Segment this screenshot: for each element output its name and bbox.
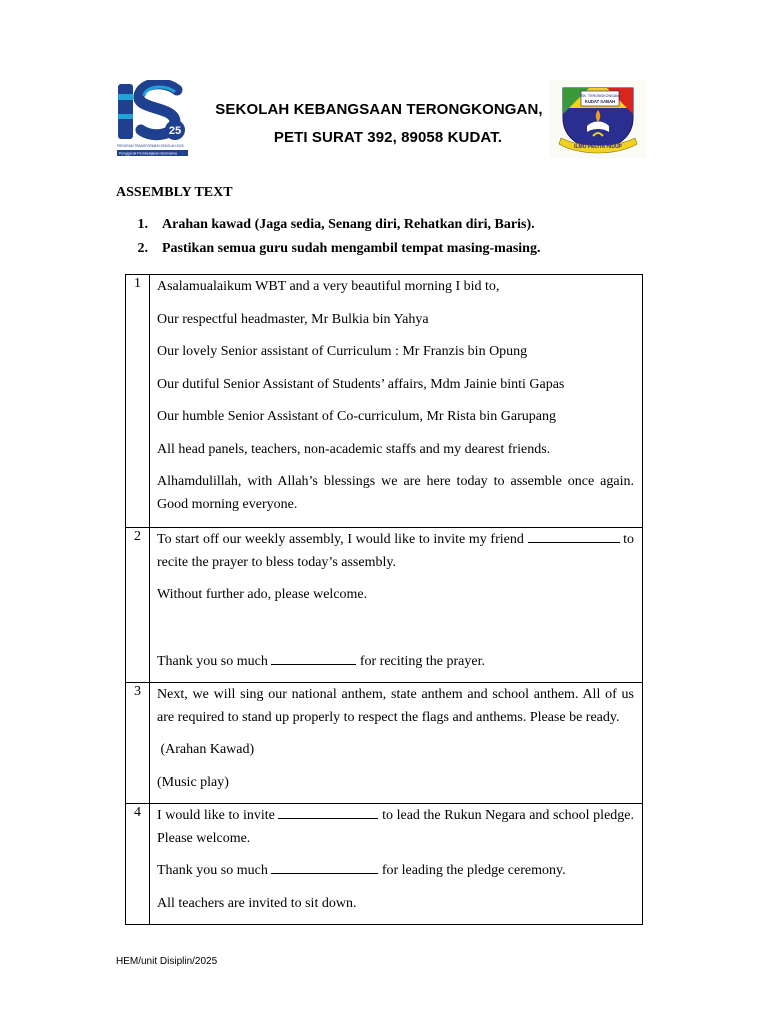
script-line: Our dutiful Senior Assistant of Students’ affairs, Mdm Jainie binti Gapas xyxy=(157,376,565,392)
row-content xyxy=(150,275,643,528)
script-line: To start off our weekly assembly, I would like to invite my friend to recite the prayer to bless today’s assembly. xyxy=(157,532,635,570)
crest-text-1: SK. TERONGKONGAN xyxy=(581,94,619,98)
script-line: (Arahan Kawad) xyxy=(157,742,255,757)
crest-motto: ILMU PELITA HIDUP xyxy=(574,144,622,150)
assembly-script-table xyxy=(125,274,643,925)
row-content xyxy=(150,528,643,683)
script-line: I would like to invite to lead the Rukun Negara and school pledge. Please welcome. xyxy=(157,808,634,846)
logo-caption-2: Penggerak Pembelajaran Bermakna xyxy=(119,151,177,156)
instruction-list xyxy=(116,216,540,264)
script-line: Thank you so much for leading the pledge ceremony. xyxy=(157,863,566,878)
script-line: Next, we will sing our national anthem, state anthem and school anthem. All of us are required to stand up properly to respect the flags and anthems. Please be ready. xyxy=(157,687,634,725)
script-line: Our respectful headmaster, Mr Bulkia bin Yahya xyxy=(157,311,429,327)
row-number: 2 xyxy=(126,528,150,683)
row-content xyxy=(150,804,643,925)
table-row xyxy=(126,804,643,925)
row-number: 1 xyxy=(126,275,150,528)
list-number: 1. xyxy=(137,217,148,232)
table-row xyxy=(126,683,643,804)
logo-caption-1: PROGRAM TRANSFORMASI SEKOLAH 2025 xyxy=(117,144,184,148)
school-name: SEKOLAH KEBANGSAAN TERONGKONGAN, xyxy=(215,101,543,118)
blank-line xyxy=(528,530,620,543)
script-line: Without further ado, please welcome. xyxy=(157,587,368,602)
script-line: Thank you so much for reciting the prayer. xyxy=(157,653,485,669)
transformasi-sekolah-logo xyxy=(115,80,190,158)
script-line: (Music play) xyxy=(157,774,229,790)
row-content xyxy=(150,683,643,804)
row-number: 3 xyxy=(126,683,150,804)
table-row xyxy=(126,528,643,683)
blank-line xyxy=(278,806,378,819)
blank-line xyxy=(271,652,356,665)
script-line: Asalamualaikum WBT and a very beautiful morning I bid to, xyxy=(157,279,500,294)
list-item xyxy=(116,216,540,240)
page-footer: HEM/unit Disiplin/2025 xyxy=(116,956,218,967)
script-line: Our humble Senior Assistant of Co-curriculum, Mr Rista bin Garupang xyxy=(157,409,556,424)
list-item xyxy=(116,240,540,264)
script-line: All head panels, teachers, non-academic staffs and my dearest friends. xyxy=(157,441,551,457)
script-line: Our lovely Senior assistant of Curriculum : Mr Franzis bin Opung xyxy=(157,344,528,359)
blank-line xyxy=(271,861,378,874)
school-crest-logo xyxy=(549,80,646,158)
script-line: All teachers are invited to sit down. xyxy=(157,895,357,911)
instruction-text: Pastikan semua guru sudah mengambil tempat masing-masing. xyxy=(162,241,541,256)
list-number: 2. xyxy=(137,241,148,256)
crest-text-2: KUDAT SABAH xyxy=(584,99,616,104)
instruction-text: Arahan kawad (Jaga sedia, Senang diri, Rehatkan diri, Baris). xyxy=(162,217,535,232)
table-row xyxy=(126,275,643,528)
logo-number: 25 xyxy=(168,125,182,137)
section-title: ASSEMBLY TEXT xyxy=(116,185,233,200)
school-address: PETI SURAT 392, 89058 KUDAT. xyxy=(273,129,503,146)
script-line: Alhamdulillah, with Allah’s blessings we are here today to assemble once again. Good morning everyone. xyxy=(157,474,634,512)
row-number: 4 xyxy=(126,804,150,925)
